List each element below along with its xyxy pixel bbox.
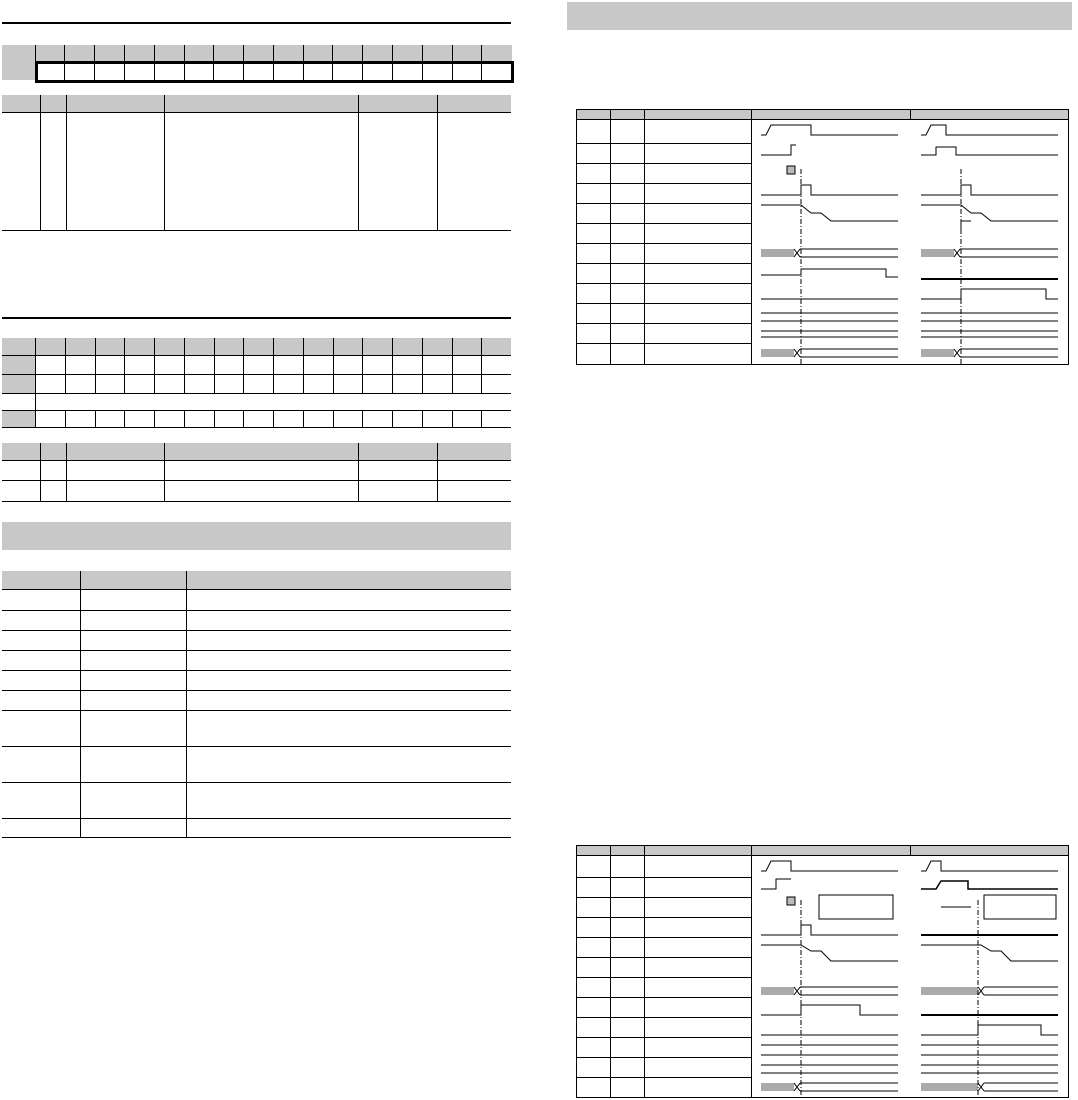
- desc-table-1-header: [2, 95, 511, 113]
- desc-table-1-col: [164, 95, 165, 230]
- desc-table-1-cols: [40, 95, 41, 230]
- section-band-left: [2, 522, 511, 550]
- section-rule-1: [2, 22, 511, 24]
- desc-table-1-body: [2, 112, 511, 231]
- bit-header-row: [2, 45, 512, 62]
- bit-value-highlight: [35, 61, 514, 83]
- desc-table-1-col: [358, 95, 359, 230]
- desc-table-1-col: [66, 95, 67, 230]
- section-rule-2: [2, 317, 511, 319]
- timing-chart-2: [576, 845, 1072, 1100]
- desc-table-2-cols: [2, 443, 512, 503]
- section-band-right: [567, 2, 1072, 30]
- desc-table-1-col: [437, 95, 438, 230]
- register-bitmap-2-grid: [2, 338, 512, 428]
- signal-table-grid: [2, 571, 512, 839]
- timing-chart-1: [576, 109, 1072, 367]
- left-column: [0, 0, 512, 1100]
